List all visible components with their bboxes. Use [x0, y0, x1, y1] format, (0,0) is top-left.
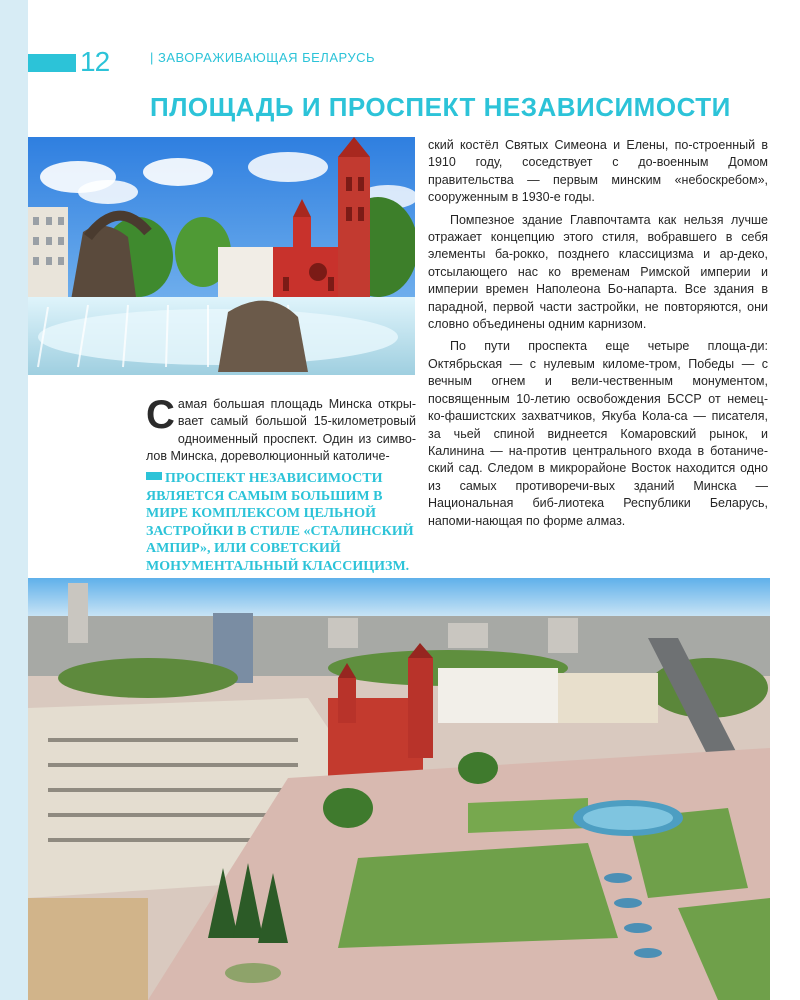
paragraph-3: По пути проспекта еще четыре площа-ди: Октябрьская — с нулевым киломе-тром, Победы — с вечным огнем и вели-чественным монументом, посвященным 10-летию освобождения БССР от немец-ко-фашистских захватчиков, Якуба Кола-са — писателя, за чьей спиной виднеется Комаровский рынок, и Калинина — на-против центрального входа в ботаниче-ский сад. Следом в микрорайоне Восток находится одно из самых противоречи-вых зданий Минска — Национальная биб-лиотека Республики Беларусь, напоми-нающая по форме алмаз. [428, 339, 768, 528]
paragraph-2: Помпезное здание Главпочтамта как нельзя лучше отражает концепцию этого стиля, вобравшего в себя элементы ба-рокко, позднего классицизма и ар-деко, отсылающего нас ко временам Римской империи и империи времен Наполеона Бо-напарта. Все здания в парадной, первой части застройки, не повторяются, они словно объединены одним карнизом. [428, 212, 768, 332]
pull-quote-text: ПРОСПЕКТ НЕЗАВИСИМОСТИ ЯВЛЯЕТСЯ САМЫМ БОЛЬШИМ В МИРЕ КОМПЛЕКСОМ ЦЕЛЬНОЙ ЗАСТРОЙКИ В СТИЛЕ «СТАЛИНСКИЙ АМПИР», ИЛИ СОВЕТСКИЙ МОНУМЕНТАЛЬНЫЙ КЛАССИЦИЗМ. [146, 471, 414, 574]
paragraph-1: ский костёл Святых Симеона и Елены, по-строенный в 1910 году, соседствует с до-военным Домом правительства — первым минским «небоскребом», сооруженным в 1930-е годы. [428, 138, 768, 205]
church-fountain-photo [28, 137, 415, 375]
page-left-border [0, 0, 28, 1000]
page-title: ПЛОЩАДЬ И ПРОСПЕКТ НЕЗАВИСИМОСТИ [150, 92, 731, 122]
aerial-square-photo [28, 578, 770, 1000]
pull-quote [146, 470, 414, 575]
page-number-bar [28, 54, 76, 72]
left-text-column [146, 393, 416, 466]
quote-marker [146, 472, 162, 480]
page-number: 12 [80, 46, 110, 77]
dropcap-letter: С [146, 393, 175, 437]
intro-paragraph-text: амая большая площадь Минска откры-вает самый большой 15-километровый одноименный проспект. Один из симво-лов Минска, дореволюционный католиче- [146, 397, 416, 464]
right-text-column [428, 137, 768, 530]
intro-paragraph [146, 393, 416, 466]
section-label: | ЗАВОРАЖИВАЮЩАЯ БЕЛАРУСЬ [150, 50, 376, 65]
